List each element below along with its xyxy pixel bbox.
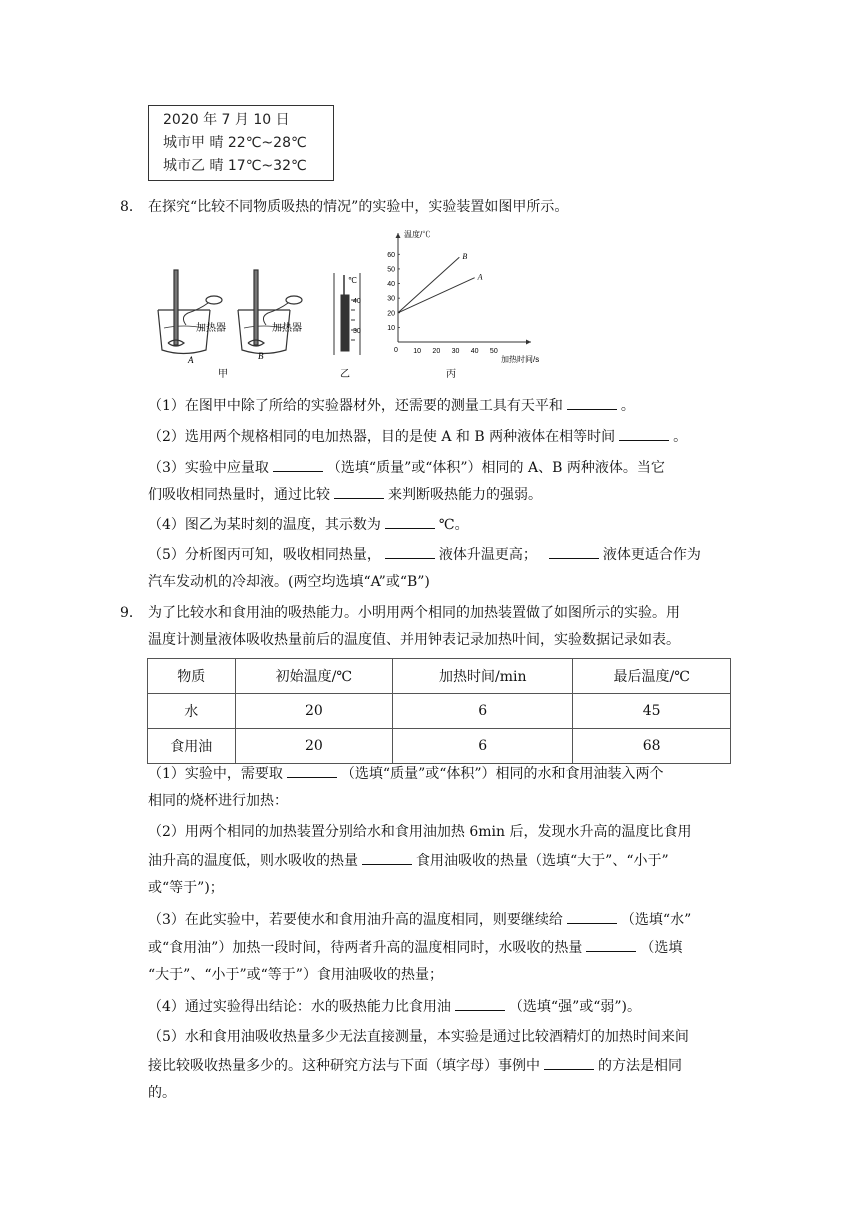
q9-part-3-cont: 或“食用油”）加热一段时间，待两者升高的温度相同时，水吸收的热量 （选填 bbox=[148, 937, 738, 958]
q9-part-5-end: 的。 bbox=[148, 1085, 176, 1101]
table-cell: 20 bbox=[235, 694, 393, 729]
q9-part-1-cont: 相同的烧杯进行加热： bbox=[148, 793, 288, 809]
q8-part-5: （5）分析图丙可知，吸收相同热量， 液体升温更高； 液体更适合作为 bbox=[148, 544, 738, 565]
q8-part-2: （2）选用两个规格相同的电加热器，目的是使 A 和 B 两种液体在相等时间 。 bbox=[148, 426, 738, 447]
table-row bbox=[148, 729, 731, 764]
answer-blank[interactable] bbox=[567, 395, 617, 410]
beaker-b-apparatus bbox=[238, 270, 302, 354]
heater-label-a: 加热器 bbox=[196, 323, 226, 334]
data-table bbox=[147, 658, 731, 764]
q9-part-1: （1）实验中，需要取 （选填“质量”或“体积”）相同的水和食用油装入两个 bbox=[148, 763, 738, 784]
table-row bbox=[148, 694, 731, 729]
q9-part-4: （4）通过实验得出结论：水的吸热能力比食用油 （选填“强”或“弱”)。 bbox=[148, 996, 738, 1017]
answer-blank[interactable] bbox=[549, 544, 599, 559]
thermometer-tick-40: 40 bbox=[353, 298, 361, 305]
chart-x-tick-label: 20 bbox=[432, 348, 441, 355]
table-header: 初始温度/℃ bbox=[235, 659, 393, 694]
weather-date: 2020 年 7 月 10 日 bbox=[163, 112, 290, 128]
q9-part-3: （3）在此实验中，若要使水和食用油升高的温度相同，则要继续给 （选填“水” bbox=[148, 909, 738, 930]
answer-blank[interactable] bbox=[385, 544, 435, 559]
chart-series-line-b bbox=[398, 257, 459, 313]
chart-y-tick-label: 60 bbox=[387, 251, 395, 259]
answer-blank[interactable] bbox=[287, 763, 337, 778]
thermometer-unit: ℃ bbox=[348, 276, 357, 285]
question-9-stem-1: 为了比较水和食用油的吸热能力。小明用两个相同的加热装置做了如图所示的实验。用 bbox=[148, 605, 680, 621]
table-cell: 食用油 bbox=[148, 729, 236, 764]
q9-part-5: （5）水和食用油吸收热量多少无法直接测量，本实验是通过比较酒精灯的加热时间来间 bbox=[148, 1029, 689, 1045]
q9-part-2-end: 或“等于”)； bbox=[148, 880, 224, 896]
heater-label-b: 加热器 bbox=[272, 323, 302, 334]
caption-yi: 乙 bbox=[340, 369, 350, 380]
answer-blank[interactable] bbox=[362, 850, 412, 865]
thermometer-tick-30: 30 bbox=[353, 328, 361, 335]
chart-x-arrow bbox=[526, 340, 531, 345]
temperature-time-chart bbox=[387, 229, 539, 364]
chart-y-arrow bbox=[396, 233, 401, 238]
q8-part-3-cont: 们吸收相同热量时，通过比较 来判断吸热能力的强弱。 bbox=[148, 484, 738, 505]
chart-origin-label: 0 bbox=[394, 347, 398, 354]
table-cell: 45 bbox=[573, 694, 731, 729]
beaker-b-label: B bbox=[258, 351, 264, 361]
chart-x-tick-label: 30 bbox=[451, 348, 460, 355]
answer-blank[interactable] bbox=[334, 484, 384, 499]
weather-city-b: 城市乙 晴 17℃~32℃ bbox=[163, 158, 307, 174]
table-header-row bbox=[148, 659, 731, 694]
q9-part-2-cont: 油升高的温度低，则水吸收的热量 食用油吸收的热量（选填“大于”、“小于” bbox=[148, 850, 738, 871]
table-cell: 68 bbox=[573, 729, 731, 764]
q9-part-3-end: “大于”、“小于”或“等于”）食用油吸收的热量； bbox=[148, 967, 443, 983]
q9-part-5-cont: 接比较吸收热量多少的。这种研究方法与下面（填字母）事例中 的方法是相同 bbox=[148, 1055, 738, 1076]
chart-series-line-a bbox=[398, 278, 475, 313]
table-cell: 6 bbox=[393, 729, 573, 764]
answer-blank[interactable] bbox=[544, 1055, 594, 1070]
chart-y-tick-label: 50 bbox=[387, 266, 395, 274]
chart-y-tick-label: 40 bbox=[387, 281, 395, 289]
table-header: 加热时间/min bbox=[393, 659, 573, 694]
beaker-a-apparatus bbox=[158, 270, 222, 354]
chart-y-tick-label: 10 bbox=[387, 324, 395, 332]
thermometer-reading bbox=[334, 273, 360, 355]
answer-blank[interactable] bbox=[455, 996, 505, 1011]
weather-info-box bbox=[148, 105, 334, 181]
chart-series-label-b: B bbox=[462, 252, 468, 262]
table-cell: 6 bbox=[393, 694, 573, 729]
chart-y-tick-label: 20 bbox=[387, 310, 395, 318]
answer-blank[interactable] bbox=[385, 514, 435, 529]
chart-x-label: 加热时间/s bbox=[501, 355, 540, 364]
question-8-stem: 在探究“比较不同物质吸热的情况”的实验中，实验装置如图甲所示。 bbox=[148, 199, 569, 215]
table-header: 物质 bbox=[148, 659, 236, 694]
answer-blank[interactable] bbox=[567, 909, 617, 924]
chart-y-label: 温度/℃ bbox=[404, 230, 431, 239]
answer-blank[interactable] bbox=[273, 457, 323, 472]
chart-x-tick-label: 50 bbox=[489, 348, 498, 355]
q8-part-1: （1）在图甲中除了所给的实验器材外，还需要的测量工具有天平和 。 bbox=[148, 395, 738, 416]
weather-city-a: 城市甲 晴 22℃~28℃ bbox=[163, 135, 307, 151]
table-cell: 20 bbox=[235, 729, 393, 764]
table-header: 最后温度/℃ bbox=[573, 659, 731, 694]
question-9-number: 9． bbox=[120, 605, 143, 621]
q8-part-5-cont: 汽车发动机的冷却液。(两空均选填“A”或“B”) bbox=[148, 574, 430, 590]
chart-y-tick-label: 30 bbox=[387, 295, 395, 303]
q8-part-3: （3）实验中应量取 （选填“质量”或“体积”）相同的 A、B 两种液体。当它 bbox=[148, 457, 738, 478]
question-8-number: 8． bbox=[120, 199, 143, 215]
table-cell: 水 bbox=[148, 694, 236, 729]
beaker-a-label: A bbox=[188, 355, 194, 365]
question-9-stem-2: 温度计测量液体吸收热量前后的温度值、并用钟表记录加热叶间，实验数据记录如表。 bbox=[148, 632, 680, 648]
q9-part-2: （2）用两个相同的加热装置分别给水和食用油加热 6min 后，发现水升高的温度比食用 bbox=[148, 824, 692, 840]
experiment-figure bbox=[148, 225, 548, 385]
q8-part-4: （4）图乙为某时刻的温度，其示数为 ℃。 bbox=[148, 514, 738, 535]
chart-x-tick-label: 10 bbox=[413, 348, 422, 355]
answer-blank[interactable] bbox=[586, 937, 636, 952]
caption-jia: 甲 bbox=[218, 369, 228, 380]
answer-blank[interactable] bbox=[619, 426, 669, 441]
caption-bing: 丙 bbox=[446, 369, 456, 380]
chart-series-label-a: A bbox=[477, 272, 483, 282]
chart-x-tick-label: 40 bbox=[470, 348, 479, 355]
